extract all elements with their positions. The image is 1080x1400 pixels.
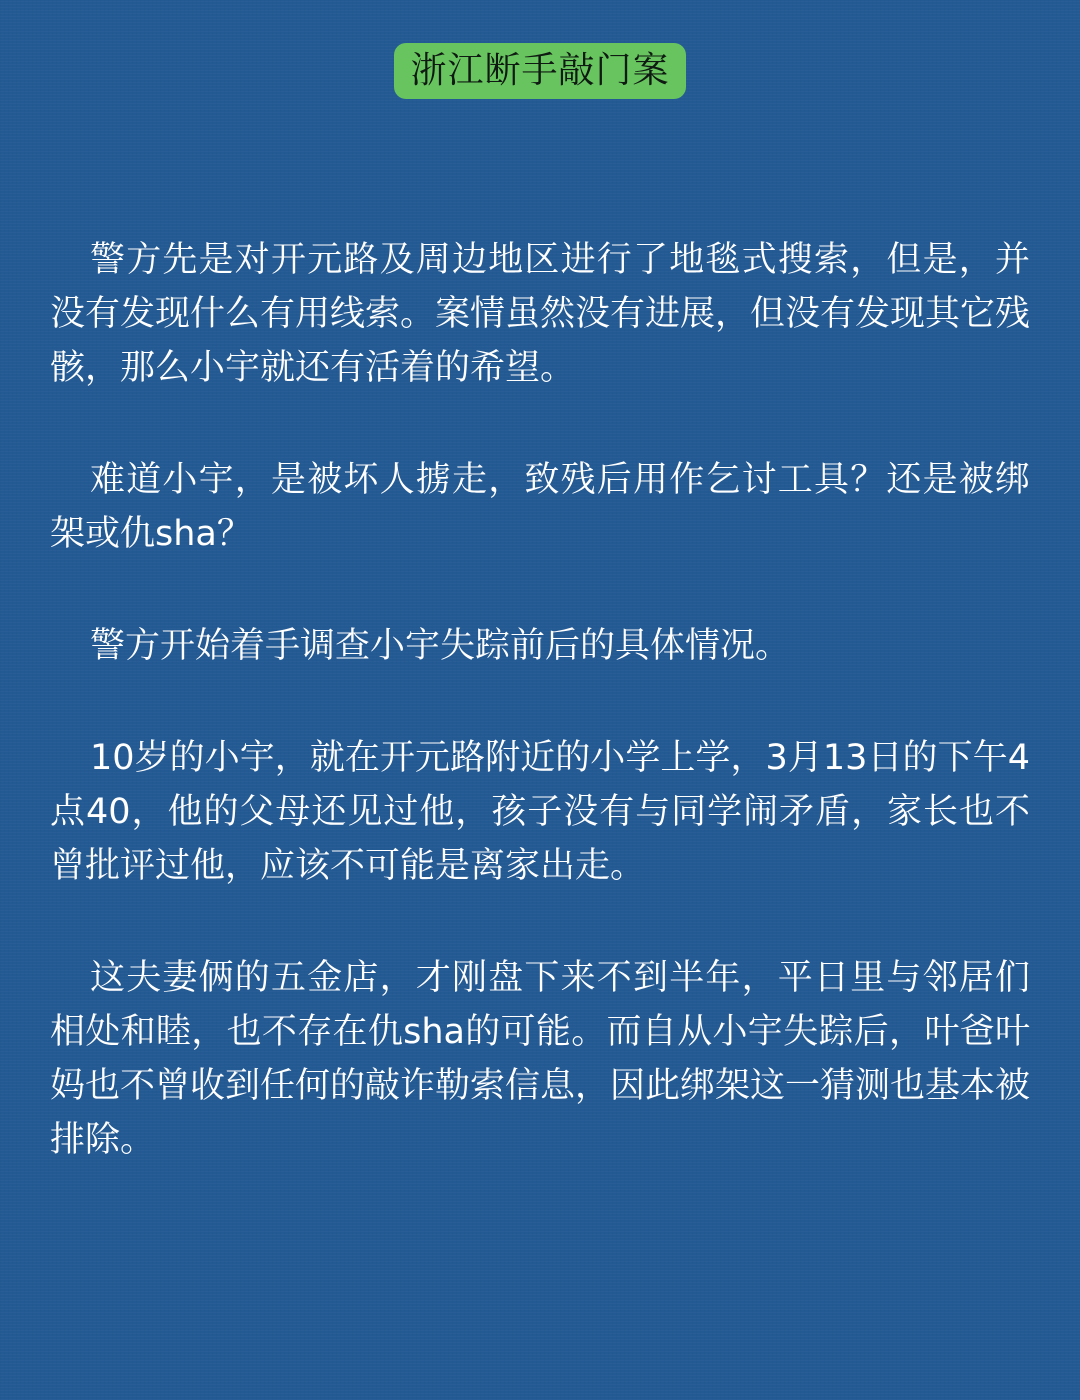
paragraph-investigation: 警方开始着手调查小宇失踪前后的具体情况。 [90, 626, 791, 666]
paragraph-search: 警方先是对开元路及周边地区进行了地毯式搜索，但是，并没有发现什么有用线索。案情虽然没有进展，但没有发现其它残骸，那么小宇就还有活着的希望。 [50, 240, 1031, 388]
paragraph-timeline: 10岁的小宇，就在开元路附近的小学上学，3月13日的下午4点40，他的父母还见过他，孩子没有与同学闹矛盾，家长也不曾批评过他，应该不可能是离家出走。 [50, 738, 1030, 886]
paragraph-conclusion: 这夫妻俩的五金店，才刚盘下来不到半年，平日里与邻居们相处和睦，也不存在仇sha的可能。而自从小宇失踪后，叶爸叶妈也不曾收到任何的敲诈勒索信息，因此绑架这一猜测也基本被排除。 [50, 958, 1031, 1160]
article-title-badge: 浙江断手敲门案 [394, 43, 685, 99]
title-wrapper [0, 43, 1080, 99]
paragraph-speculation: 难道小宇，是被坏人掳走，致残后用作乞讨工具？还是被绑架或仇sha？ [50, 460, 1030, 554]
article-body [50, 233, 1030, 1225]
